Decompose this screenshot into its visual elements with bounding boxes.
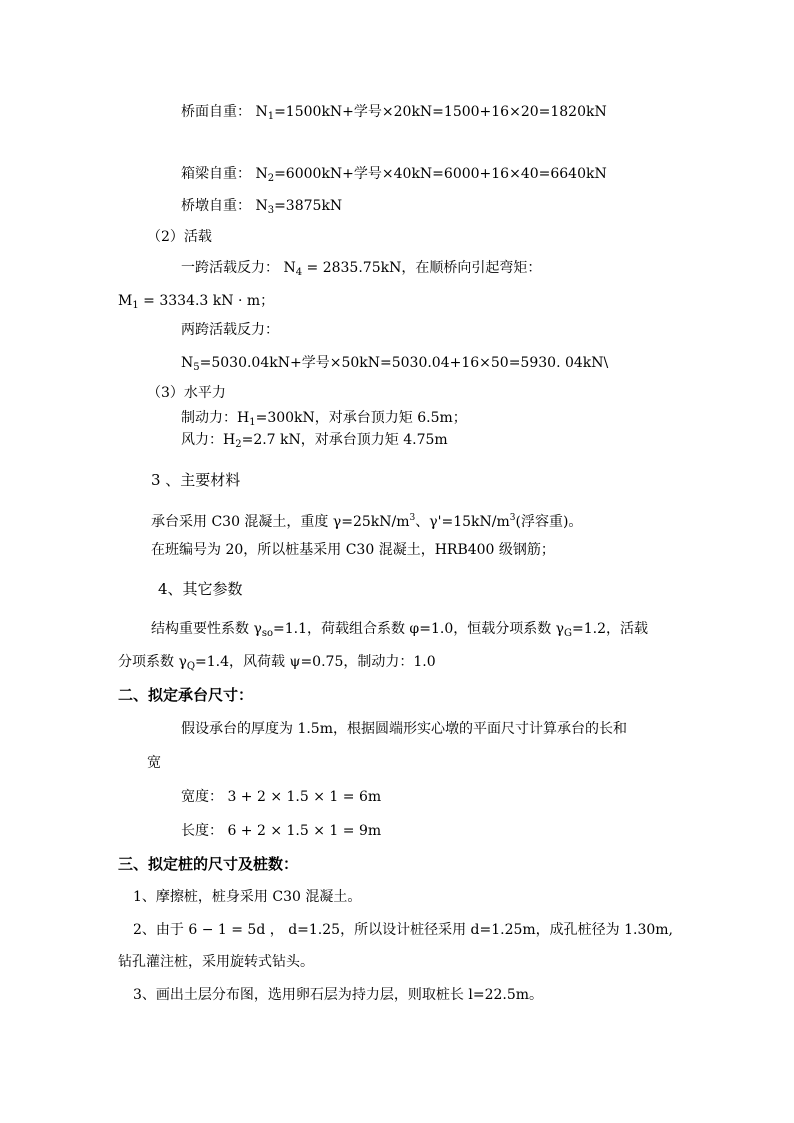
section-heading-other-parameters: 4、其它参数 [158,580,243,598]
text-line-wind-force: 风力：$H_2=2.7$ kN，对承台顶力矩 4.75m [181,432,448,450]
text-line-box-girder-weight: 箱梁自重： $N_2=6000kN+$学号×40kN=6000+16×40=6640kN [181,166,607,184]
text-line-cap-thickness: 假设承台的厚度为 1.5m，根据圆端形实心墩的平面尺寸计算承台的长和 [181,721,627,737]
text-line-cap-concrete: 承台采用 C30 混凝土，重度 $\gamma=25kN/m^3$、$\gamma'=15kN/m^3$(浮容重)。 [151,513,583,530]
section-heading-main-materials: 3 、主要材料 [151,471,241,489]
text-line-braking-force: 制动力：$H_1=300kN$，对承台顶力矩 6.5m； [181,410,467,428]
text-line-coefficients-2: 分项系数 $\gamma_Q=1.4$，风荷载 ψ=0.75，制动力：1.0 [118,654,436,672]
text-line-pier-weight: 桥墩自重： $N_3=3875kN$ [181,198,343,216]
text-line-live-load-heading: （2）活载 [147,229,212,245]
text-line-pile-length: 3、画出土层分布图，选用卵石层为持力层，则取桩长 l=22.5m。 [133,987,544,1003]
text-line-coefficients-1: 结构重要性系数 $\gamma_{so}=1.1$，荷载组合系数 φ=1.0，恒载分项系数 $\gamma_G=1.2$，活载 [151,621,649,639]
text-line-n5-equation: $N_5=5030.04kN+$学号×50kN=5030.04+16×50=5930. 04kN\ [181,355,609,373]
text-line-cap-width: 宽度： 3 + 2 × 1.5 × 1 = 6m [181,789,382,805]
section-heading-pile-dimensions: 三、拟定桩的尺寸及桩数： [118,855,299,873]
text-line-moment-m1: $M_1 = 3334.3$ kN · m； [118,293,275,311]
text-line-friction-pile: 1、摩擦桩，桩身采用 C30 混凝土。 [133,889,362,905]
text-line-cap-length: 长度： 6 + 2 × 1.5 × 1 = 9m [181,823,382,839]
text-line-horizontal-force-heading: （3）水平力 [147,385,226,401]
section-heading-cap-dimensions: 二、拟定承台尺寸： [118,686,254,704]
text-line-width-continuation: 宽 [147,755,161,771]
text-line-pile-diameter: 2、由于 6 − 1 = 5d ， d=1.25，所以设计桩径采用 d=1.25m，成孔桩径为 1.30m, [133,922,674,938]
text-line-single-span-reaction: 一跨活载反力： $N_4 = 2835.75kN$，在顺桥向引起弯矩： [181,260,542,278]
text-line-bored-pile: 钻孔灌注桩，采用旋转式钻头。 [118,954,314,970]
text-line-two-span-reaction-label: 两跨活载反力： [181,322,279,338]
text-line-bridge-deck-weight: 桥面自重： $N_1=1500kN+$学号×20kN=1500+16×20=1820kN [181,104,607,122]
text-line-pile-materials: 在班编号为 20，所以桩基采用 C30 混凝土，HRB400 级钢筋； [151,542,555,558]
